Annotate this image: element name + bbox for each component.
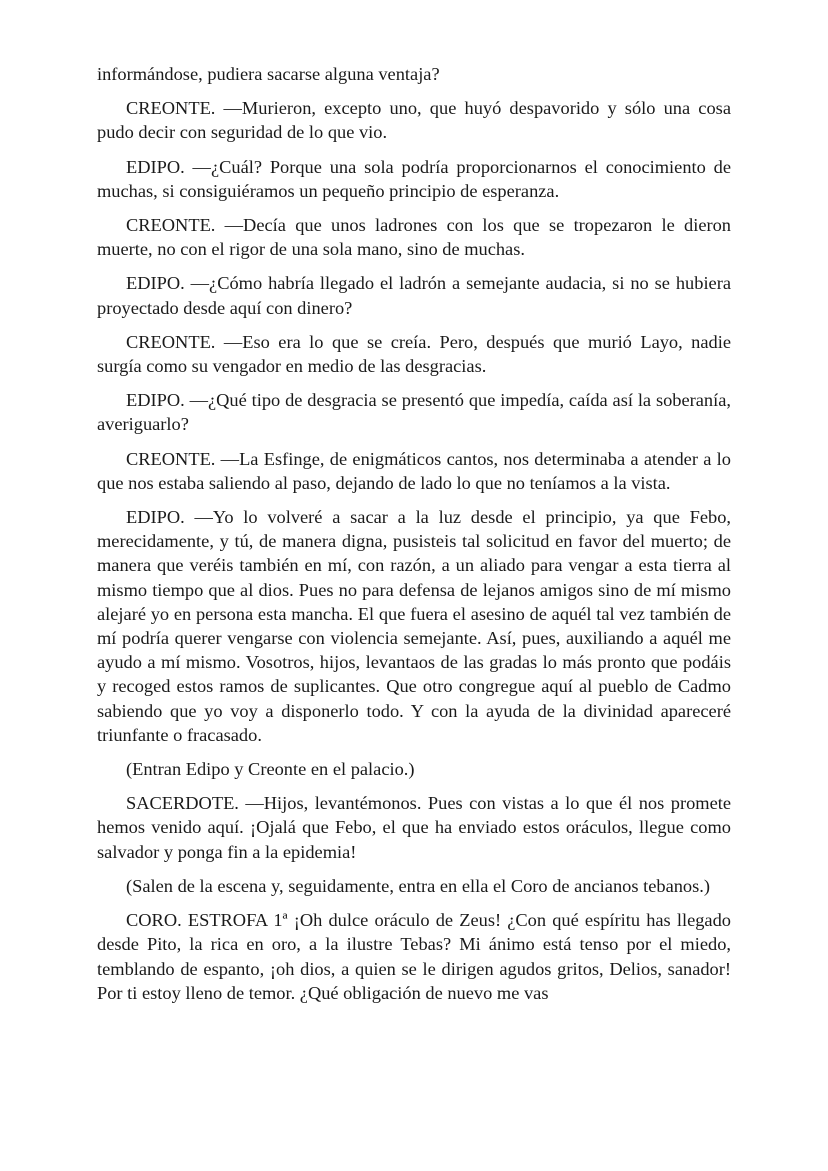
- paragraph-edipo-4: EDIPO. —Yo lo volveré a sacar a la luz desde el principio, ya que Febo, merecidamente, y tú, de manera digna, pusisteis tal solicitud en favor del muerto; de manera que veréis también en mí, con razón, a un aliado para vengar a esta tierra al mismo tiempo que al dios. Pues no para defensa de lejanos amigos sino de mí mismo alejaré yo en persona esta mancha. El que fuera el asesino de aquél tal vez también de mí podría querer vengarse con violencia semejante. Así, pues, auxiliando a aquél me ayudo a mí mismo. Vosotros, hijos, levantaos de las gradas lo más pronto que podáis y recoged estos ramos de suplicantes. Que otro congregue aquí al pueblo de Cadmo sabiendo que yo voy a disponerlo todo. Y con la ayuda de la divinidad apareceré triunfante o fracasado.: [97, 507, 731, 745]
- paragraph-continuation: informándose, pudiera sacarse alguna ventaja?: [97, 64, 440, 84]
- paragraph-sacerdote: SACERDOTE. —Hijos, levantémonos. Pues con vistas a lo que él nos promete hemos venido aquí. ¡Ojalá que Febo, el que ha enviado estos oráculos, llegue como salvador y ponga fin a la epidemia!: [97, 793, 731, 862]
- paragraph-creonte-3: CREONTE. —Eso era lo que se creía. Pero, después que murió Layo, nadie surgía como su vengador en medio de las desgracias.: [97, 331, 731, 377]
- paragraph-stage-direction-1: (Entran Edipo y Creonte en el palacio.): [126, 759, 415, 780]
- paragraph-creonte-4: CREONTE. —La Esfinge, de enigmáticos cantos, nos determinaba a atender a lo que nos estaba saliendo al paso, dejando de lado lo que no teníamos a la vista.: [97, 448, 731, 493]
- paragraph-stage-direction-2: (Salen de la escena y, seguidamente, entra en ella el Coro de ancianos tebanos.): [126, 875, 711, 896]
- paragraph-edipo-1: EDIPO. —¿Cuál? Porque una sola podría proporcionarnos el conocimiento de muchas, si consiguiéramos un pequeño principio de esperanza.: [97, 156, 731, 201]
- paragraph-creonte-1: CREONTE. —Murieron, excepto uno, que huyó despavorido y sólo una cosa pudo decir con seguridad de lo que vio.: [97, 98, 731, 143]
- document-page: [97, 62, 731, 1015]
- paragraph-creonte-2: CREONTE. —Decía que unos ladrones con los que se tropezaron le dieron muerte, no con el rigor de una sola mano, sino de muchas.: [97, 215, 731, 260]
- paragraph-edipo-2: EDIPO. —¿Cómo habría llegado el ladrón a semejante audacia, si no se hubiera proyectado desde aquí con dinero?: [97, 273, 731, 318]
- paragraph-edipo-3: EDIPO. —¿Qué tipo de desgracia se presentó que impedía, caída así la soberanía, averiguarlo?: [97, 390, 731, 435]
- paragraph-coro: CORO. ESTROFA 1ª ¡Oh dulce oráculo de Zeus! ¿Con qué espíritu has llegado desde Pito, la rica en oro, a la ilustre Tebas? Mi ánimo está tenso por el miedo, temblando de espanto, ¡oh dios, a quien se le dirigen agudos gritos, Delios, sanador! Por ti estoy lleno de temor. ¿Qué obligación de nuevo me vas: [97, 910, 731, 1003]
